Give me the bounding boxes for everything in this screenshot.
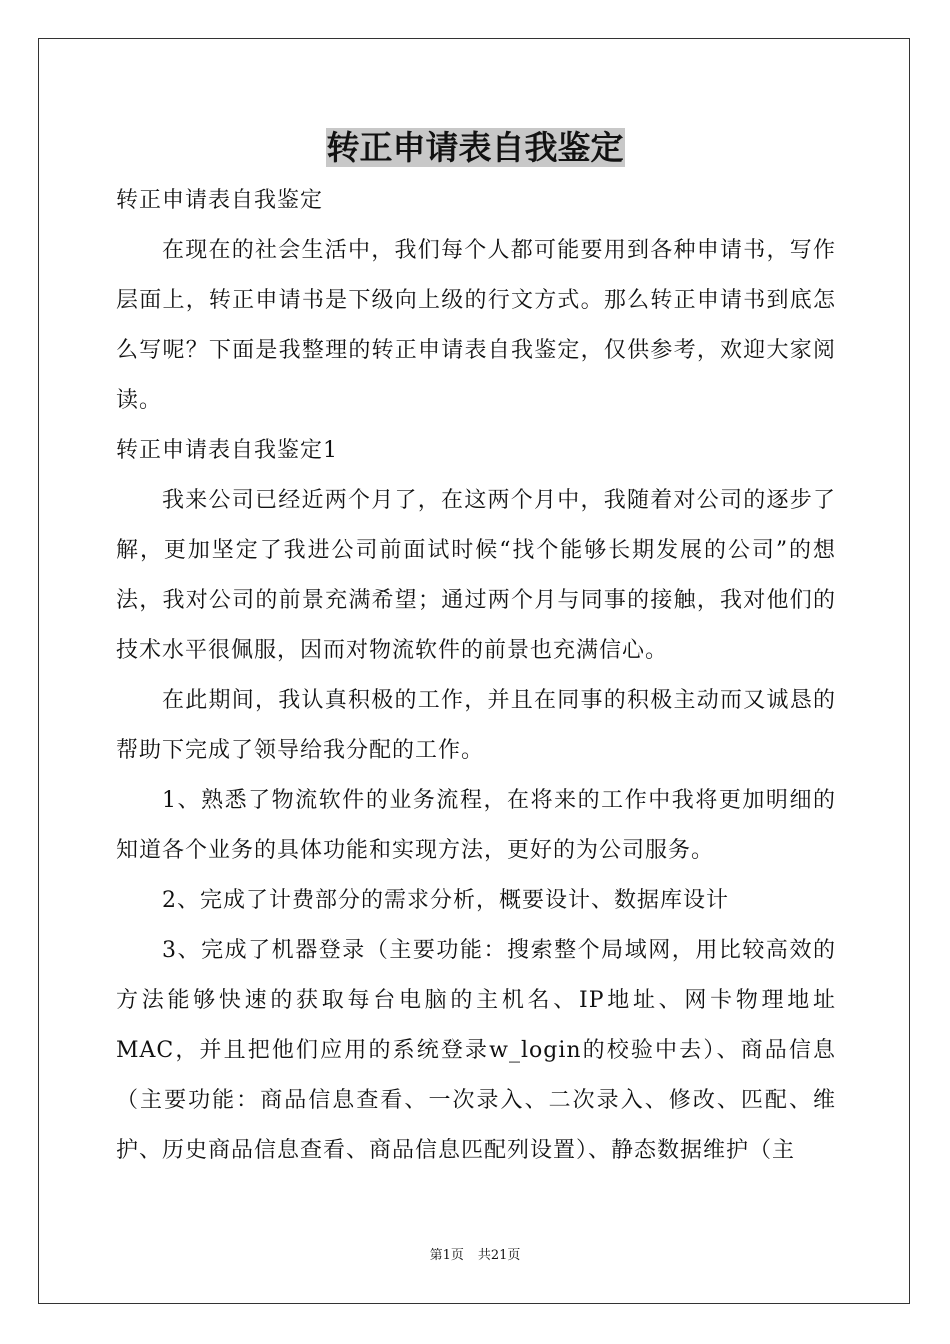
document-title	[0, 124, 950, 172]
body-paragraph: 我来公司已经近两个月了，在这两个月中，我随着对公司的逐步了解，更加坚定了我进公司前面试时候“找个能够长期发展的公司”的想法，我对公司的前景充满希望；通过两个月与同事的接触，我对他们的技术水平很佩服，因而对物流软件的前景也充满信心。	[116, 488, 836, 663]
doc-subtitle: 转正申请表自我鉴定	[116, 188, 324, 213]
list-item-1: 1、熟悉了物流软件的业务流程，在将来的工作中我将更加明细的知道各个业务的具体功能和实现方法，更好的为公司服务。	[116, 788, 836, 863]
document-title-text: 转正申请表自我鉴定	[326, 128, 624, 167]
section-heading-1: 转正申请表自我鉴定1	[116, 438, 338, 463]
list-item-3: 3、完成了机器登录（主要功能：搜索整个局域网，用比较高效的方法能够快速的获取每台电脑的主机名、IP地址、网卡物理地址MAC，并且把他们应用的系统登录w_login的校验中去）、商品信息（主要功能：商品信息查看、一次录入、二次录入、修改、匹配、维护、历史商品信息查看、商品信息匹配列设置）、静态数据维护（主	[116, 938, 836, 1163]
document-body	[116, 176, 836, 1176]
list-item-2: 2、完成了计费部分的需求分析，概要设计、数据库设计	[162, 888, 729, 913]
page-number: 第1页	[429, 1248, 464, 1263]
page-footer	[0, 1247, 950, 1265]
page-total: 共21页	[477, 1248, 521, 1263]
body-paragraph: 在此期间，我认真积极的工作，并且在同事的积极主动而又诚恳的帮助下完成了领导给我分配的工作。	[116, 688, 836, 763]
intro-paragraph: 在现在的社会生活中，我们每个人都可能要用到各种申请书，写作层面上，转正申请书是下级向上级的行文方式。那么转正申请书到底怎么写呢？下面是我整理的转正申请表自我鉴定，仅供参考，欢迎大家阅读。	[116, 238, 836, 413]
